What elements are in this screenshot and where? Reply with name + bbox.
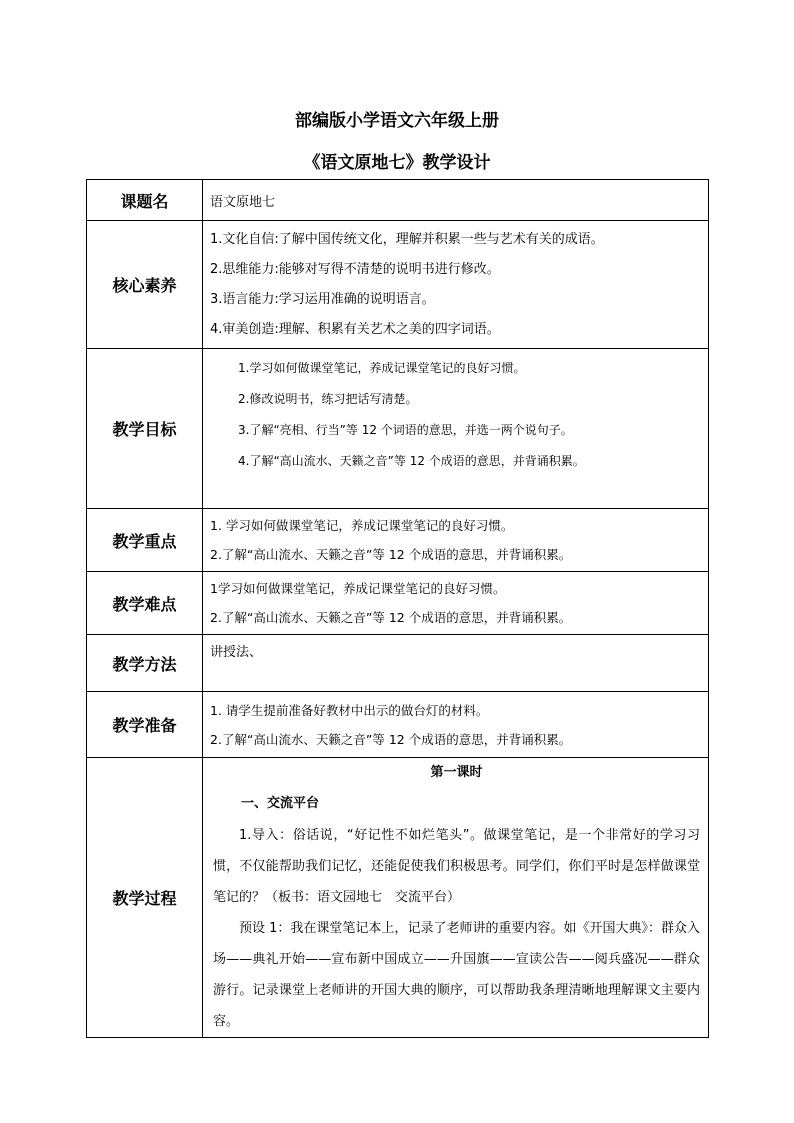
label-difficulties: 教学难点 bbox=[87, 572, 203, 635]
goal-line: 3.了解“亮相、行当”等 12 个词语的意思，并选一两个说句子。 bbox=[238, 423, 573, 437]
label-teaching-goals: 教学目标 bbox=[87, 349, 203, 509]
label-method: 教学方法 bbox=[87, 635, 203, 692]
difficulty-line: 1学习如何做课堂笔记，养成记课堂笔记的良好习惯。 bbox=[210, 581, 506, 596]
value-key-points bbox=[203, 509, 709, 572]
value-core-literacy bbox=[203, 221, 709, 349]
difficulty-line: 2.了解“高山流水、天籁之音”等 12 个成语的意思，并背诵积累。 bbox=[210, 610, 572, 625]
row-teaching-goals bbox=[87, 349, 709, 509]
process-paragraph: 预设 1：我在课堂笔记本上，记录了老师讲的重要内容。如《开国大典》：群众入场——典礼开始——宣布新中国成立——升国旗——宣读公告——阅兵盛况——群众游行。记录课堂上老师讲的开国大典的顺序，可以帮助我条理清晰地理解课文主要内容。 bbox=[213, 921, 700, 1029]
label-preparation: 教学准备 bbox=[87, 692, 203, 758]
value-topic: 语文原地七 bbox=[203, 180, 709, 221]
label-key-points: 教学重点 bbox=[87, 509, 203, 572]
value-preparation bbox=[203, 692, 709, 758]
document-title: 部编版小学语文六年级上册 bbox=[295, 111, 499, 131]
label-topic: 课题名 bbox=[87, 180, 203, 221]
value-process bbox=[203, 758, 709, 1038]
row-teaching-key-points bbox=[87, 509, 709, 572]
document-subtitle: 《语文原地七》教学设计 bbox=[303, 153, 491, 173]
row-teaching-preparation bbox=[87, 692, 709, 758]
value-teaching-goals bbox=[203, 349, 709, 509]
label-core-literacy: 核心素养 bbox=[87, 221, 203, 349]
core-line: 3.语言能力:学习运用准确的说明语言。 bbox=[210, 291, 435, 307]
row-teaching-process bbox=[87, 758, 709, 1038]
row-teaching-difficulties bbox=[87, 572, 709, 635]
key-line: 1. 学习如何做课堂笔记，养成记课堂笔记的良好习惯。 bbox=[210, 518, 514, 533]
goal-line: 1.学习如何做课堂笔记，养成记课堂笔记的良好习惯。 bbox=[238, 361, 526, 375]
core-line: 2.思维能力:能够对写得不清楚的说明书进行修改。 bbox=[210, 261, 500, 277]
row-teaching-method bbox=[87, 635, 709, 692]
lesson-heading: 第一课时 bbox=[430, 765, 483, 780]
value-difficulties bbox=[203, 572, 709, 635]
row-topic bbox=[87, 180, 709, 221]
lesson-plan-table bbox=[86, 179, 709, 1038]
value-method: 讲授法、 bbox=[203, 635, 709, 692]
section-heading: 一、交流平台 bbox=[241, 796, 320, 811]
row-core-literacy bbox=[87, 221, 709, 349]
core-line: 4.审美创造:理解、积累有关艺术之美的四字词语。 bbox=[210, 321, 500, 337]
prep-line: 1. 请学生提前准备好教材中出示的做台灯的材料。 bbox=[210, 702, 489, 718]
prep-line: 2.了解“高山流水、天籁之音”等 12 个成语的意思，并背诵积累。 bbox=[210, 731, 572, 747]
process-paragraph: 1.导入：俗话说，“好记性不如烂笔头”。做课堂笔记，是一个非常好的学习习惯，不仅能帮助我们记忆，还能促使我们积极思考。同学们，你们平时是怎样做课堂笔记的？（板书：语文园地七 交流平台） bbox=[213, 828, 700, 905]
goal-line: 2.修改说明书，练习把话写清楚。 bbox=[238, 392, 418, 406]
goal-line: 4.了解“高山流水、天籁之音”等 12 个成语的意思，并背诵积累。 bbox=[238, 454, 585, 468]
core-line: 1.文化自信:了解中国传统文化，理解并积累一些与艺术有关的成语。 bbox=[210, 231, 604, 247]
key-line: 2.了解“高山流水、天籁之音”等 12 个成语的意思，并背诵积累。 bbox=[210, 547, 572, 562]
label-process: 教学过程 bbox=[87, 758, 203, 1038]
